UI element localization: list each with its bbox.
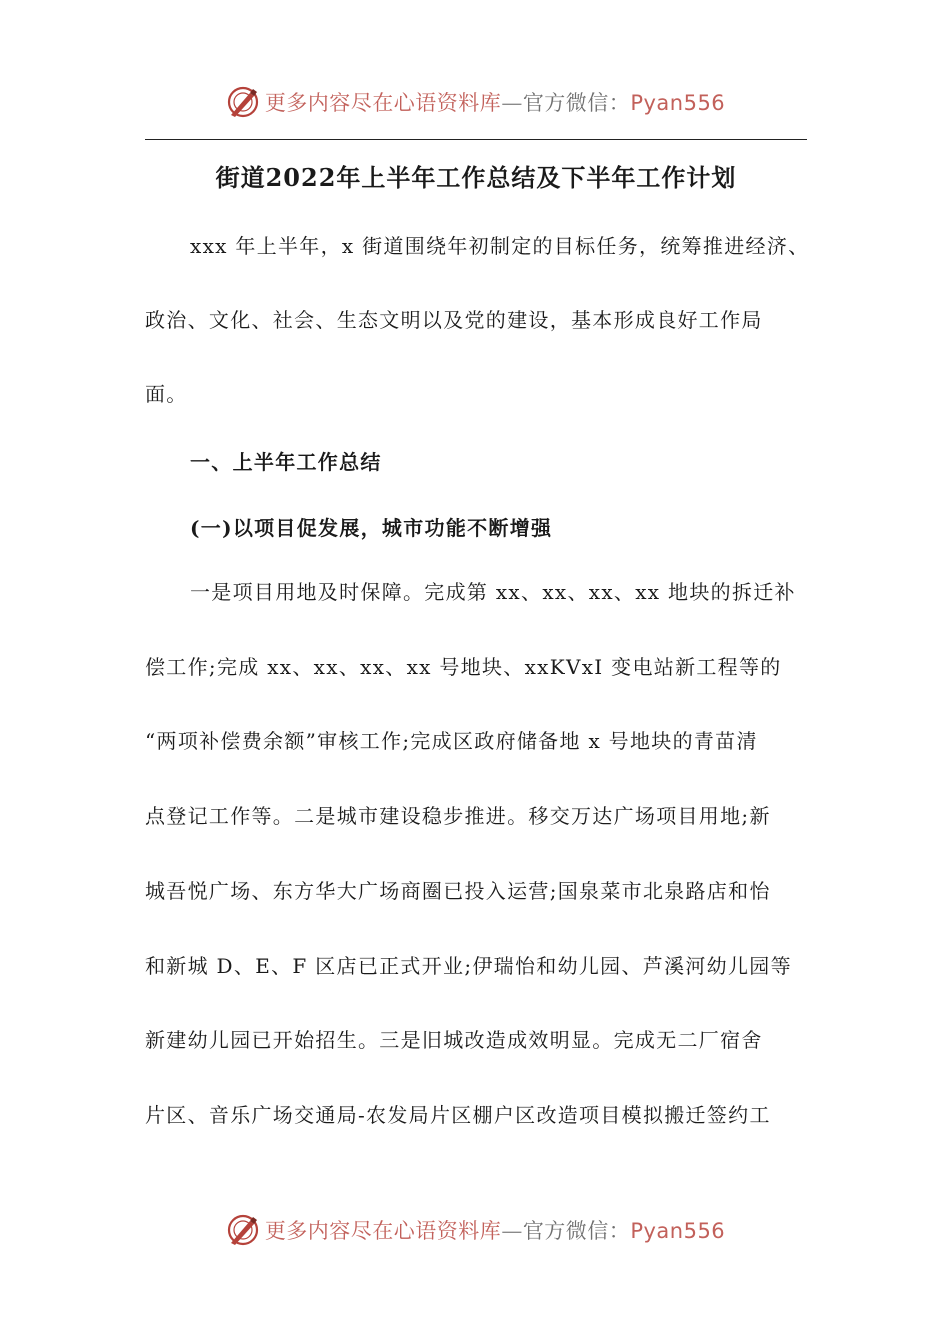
banner-wechat-label: 官方微信：: [522, 91, 631, 115]
paragraph-line: 偿工作;完成 xx、xx、xx、xx 号地块、xxKVxI 变电站新工程等的: [145, 655, 782, 679]
header-divider: [145, 139, 807, 140]
paragraph-line: 政治、文化、社会、生态文明以及党的建设，基本形成良好工作局: [145, 308, 763, 332]
pen-logo-icon: [225, 1212, 261, 1248]
paragraph-line: xxx 年上半年，x 街道围绕年初制定的目标任务，统筹推进经济、: [190, 234, 810, 258]
banner-more-text: 更多内容尽在心语资料库: [264, 1219, 502, 1243]
footer-banner: [0, 1208, 950, 1252]
paragraph-line: 面。: [145, 382, 188, 406]
section-heading: 一、上半年工作总结: [190, 450, 382, 474]
paragraph-line: 城吾悦广场、东方华大广场商圈已投入运营;国泉菜市北泉路店和怡: [145, 879, 771, 903]
banner-text: [265, 87, 725, 117]
document-title: 街道2022年上半年工作总结及下半年工作计划: [215, 163, 737, 192]
banner-wechat-id: Pyan556: [630, 91, 726, 115]
paragraph-line: “两项补偿费余额”审核工作;完成区政府储备地 x 号地块的青苗清: [145, 729, 758, 753]
paragraph-line: 一是项目用地及时保障。完成第 xx、xx、xx、xx 地块的拆迁补: [190, 580, 796, 604]
paragraph-line: 和新城 D、E、F 区店已正式开业;伊瑞怡和幼儿园、芦溪河幼儿园等: [145, 954, 792, 978]
banner-separator: —: [501, 91, 523, 115]
paragraph-line: 点登记工作等。二是城市建设稳步推进。移交万达广场项目用地;新: [145, 804, 771, 828]
banner-wechat-id: Pyan556: [630, 1219, 726, 1243]
pen-logo-icon: [225, 84, 261, 120]
banner-separator: —: [501, 1219, 523, 1243]
paragraph-line: 片区、音乐广场交通局-农发局片区棚户区改造项目模拟搬迁签约工: [145, 1103, 771, 1127]
banner-more-text: 更多内容尽在心语资料库: [264, 91, 502, 115]
paragraph-line: 新建幼儿园已开始招生。三是旧城改造成效明显。完成无二厂宿舍: [145, 1028, 763, 1052]
banner-wechat-label: 官方微信：: [522, 1219, 631, 1243]
subsection-heading: (一)以项目促发展，城市功能不断增强: [190, 516, 553, 540]
header-banner: [0, 80, 950, 124]
banner-text: [265, 1215, 725, 1245]
